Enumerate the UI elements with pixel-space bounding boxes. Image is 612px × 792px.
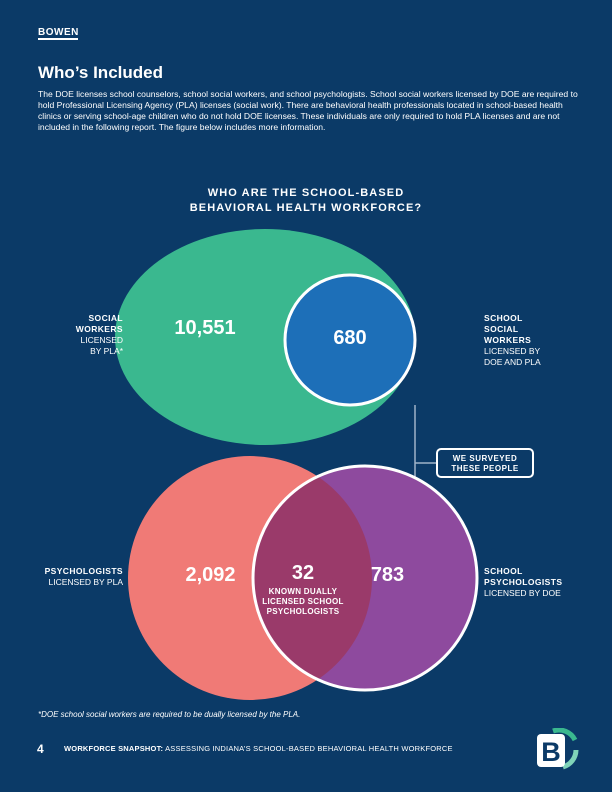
social-workers-label-bold-2: WORKERS bbox=[75, 324, 123, 334]
school-social-workers-label-1: LICENSED BY bbox=[484, 346, 541, 356]
footer-title-bold: WORKFORCE SNAPSHOT: bbox=[64, 744, 164, 753]
school-social-workers-label-bold-1: SCHOOL bbox=[484, 313, 523, 323]
school-social-workers-label-bold-2: SOCIAL bbox=[484, 324, 519, 334]
social-workers-label bbox=[60, 313, 123, 357]
school-psychologists-label bbox=[484, 566, 584, 599]
school-psychologists-label-text: LICENSED BY DOE bbox=[484, 588, 561, 598]
we-surveyed-line-2: THESE PEOPLE bbox=[451, 464, 519, 473]
brand-name: BOWEN bbox=[38, 27, 79, 38]
school-psychologists-count: 783 bbox=[370, 564, 405, 586]
psychologists-label-bold: PSYCHOLOGISTS bbox=[44, 566, 123, 576]
dual-licensed-line-3: PSYCHOLOGISTS bbox=[266, 607, 340, 616]
social-workers-label-2: BY PLA* bbox=[90, 346, 123, 356]
school-social-workers-count: 680 bbox=[333, 327, 367, 349]
school-psychologists-label-bold-2: PSYCHOLOGISTS bbox=[484, 577, 563, 587]
figure-title-line-1: WHO ARE THE SCHOOL-BASED bbox=[207, 187, 405, 199]
school-social-workers-label-bold-3: WORKERS bbox=[484, 335, 532, 345]
psychologists-label-text: LICENSED BY PLA bbox=[48, 577, 123, 587]
school-social-workers-label-2: DOE AND PLA bbox=[484, 357, 541, 367]
dual-licensed-line-2: LICENSED SCHOOL bbox=[262, 597, 344, 606]
figure-title-line-2: BEHAVIORAL HEALTH WORKFORCE? bbox=[189, 202, 423, 214]
footer-title-rest: ASSESSING INDIANA’S SCHOOL-BASED BEHAVIORAL HEALTH WORKFORCE bbox=[163, 744, 453, 753]
svg-text:B: B bbox=[541, 737, 561, 767]
psychologists-label bbox=[30, 566, 123, 588]
psychologists-count: 2,092 bbox=[185, 564, 236, 586]
page-number: 4 bbox=[37, 742, 44, 756]
social-workers-label-1: LICENSED bbox=[80, 335, 123, 345]
dual-licensed-count: 32 bbox=[291, 562, 315, 584]
intro-paragraph: The DOE licenses school counselors, school social workers, and school psychologists. School social workers licensed by DOE are required to hold Professional Licensing Agency (PLA) licenses (social work). There are behavioral health professionals located in school-based health clinics or serving school-age children who do not hold DOE licenses. These individuals are only required to hold PLA licenses and are not included in the following report. The figure below includes more information. bbox=[38, 89, 578, 132]
dual-licensed-label bbox=[238, 587, 368, 617]
we-surveyed-line-1: WE SURVEYED bbox=[452, 454, 518, 463]
bowen-b-logo-icon bbox=[533, 728, 579, 770]
social-workers-label-bold-1: SOCIAL bbox=[88, 313, 123, 323]
footnote: *DOE school social workers are required to be dually licensed by the PLA. bbox=[38, 710, 301, 719]
dual-licensed-line-1: KNOWN DUALLY bbox=[268, 587, 338, 596]
we-surveyed-callout bbox=[436, 448, 534, 478]
footer-title bbox=[64, 744, 453, 753]
school-social-workers-label bbox=[484, 313, 574, 368]
school-psychologists-label-bold-1: SCHOOL bbox=[484, 566, 523, 576]
social-workers-count: 10,551 bbox=[174, 317, 236, 339]
section-title: Who’s Included bbox=[38, 63, 163, 82]
